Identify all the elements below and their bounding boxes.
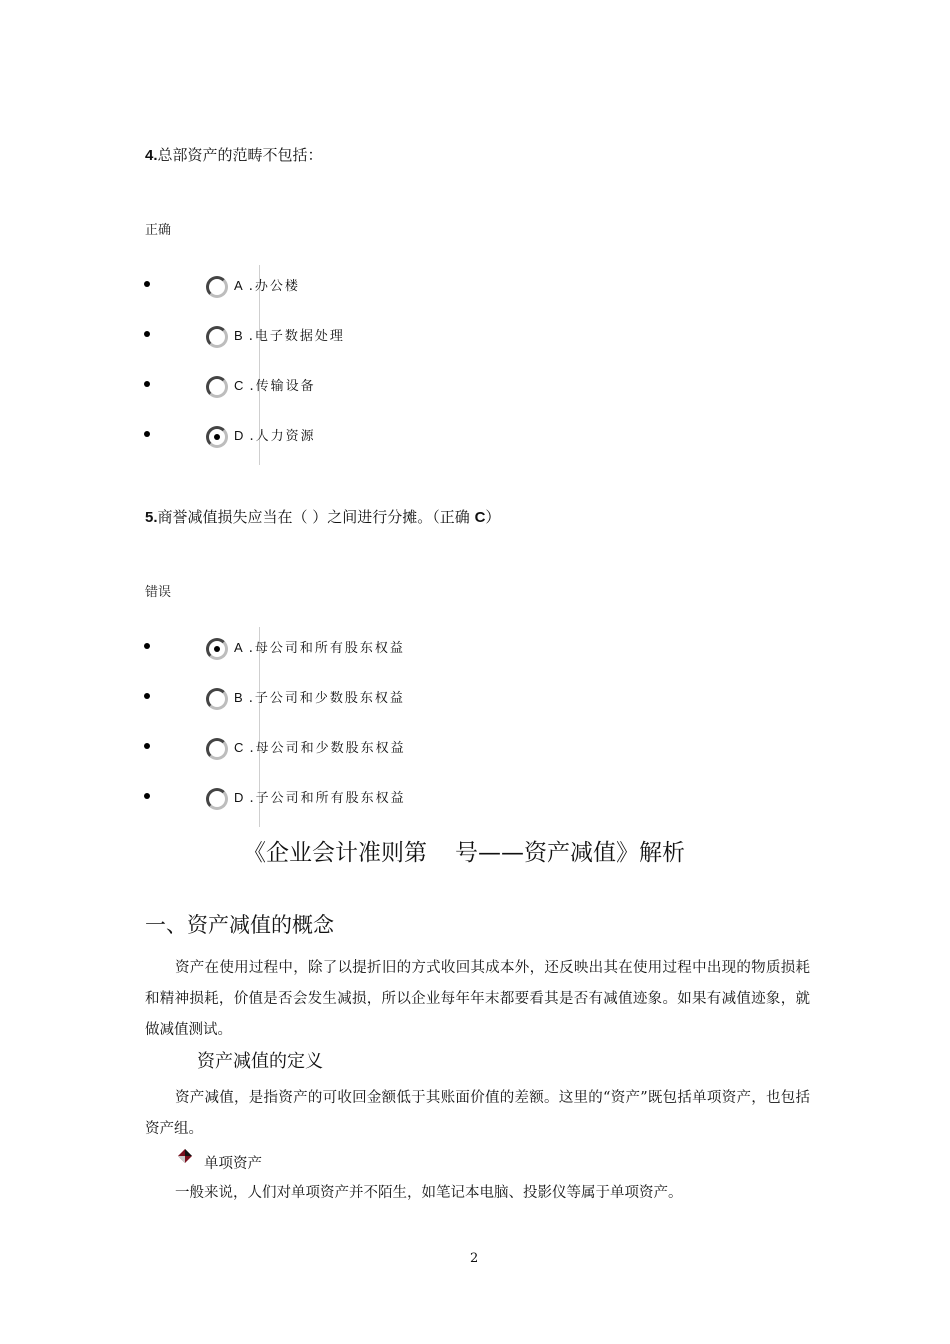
small-heading: 单项资产 xyxy=(204,1156,262,1172)
bullet xyxy=(144,743,150,749)
bullet xyxy=(144,431,150,437)
paragraph: 资产在使用过程中，除了以提折旧的方式收回其成本外，还反映出其在使用过程中出现的物质损耗和精神损耗，价值是否会发生减损，所以企业每年年末都要看其是否有减值迹象。如果有减值迹象，就做减值测试。 xyxy=(145,960,810,1038)
bullet xyxy=(144,693,150,699)
radio-option-d[interactable] xyxy=(206,788,228,810)
question-4-title: 4.总部资产的范畴不包括： xyxy=(145,146,323,164)
radio-option-d-selected[interactable] xyxy=(206,426,228,448)
page-number: 2 xyxy=(470,1251,479,1266)
section-heading: 一、资产减值的概念 xyxy=(145,913,334,937)
option-label: C .传输设备 xyxy=(234,378,316,394)
bullet xyxy=(144,643,150,649)
radio-option-b[interactable] xyxy=(206,688,228,710)
option-label: A .母公司和所有股东权益 xyxy=(234,640,405,656)
subsection-heading: 资产减值的定义 xyxy=(197,1051,323,1072)
bullet xyxy=(144,331,150,337)
document-title: 《企业会计准则第 号——资产减值》解析 xyxy=(243,840,685,866)
question-5-title: 5.商誉减值损失应当在（ ）之间进行分摊。（正确 C） xyxy=(145,508,501,526)
option-label: C .母公司和少数股东权益 xyxy=(234,740,406,756)
option-label: B .子公司和少数股东权益 xyxy=(234,690,405,706)
paragraph: 一般来说，人们对单项资产并不陌生，如笔记本电脑、投影仪等属于单项资产。 xyxy=(175,1185,683,1201)
option-label: A .办公楼 xyxy=(234,278,300,294)
radio-option-a-selected[interactable] xyxy=(206,638,228,660)
bullet xyxy=(144,281,150,287)
question-4-status: 正确 xyxy=(145,223,172,238)
diamond-bullet-icon xyxy=(177,1148,193,1164)
option-label: D .人力资源 xyxy=(234,428,316,444)
bullet xyxy=(144,793,150,799)
radio-option-c[interactable] xyxy=(206,376,228,398)
radio-option-c[interactable] xyxy=(206,738,228,760)
bullet xyxy=(144,381,150,387)
option-label: D .子公司和所有股东权益 xyxy=(234,790,406,806)
option-label: B .电子数据处理 xyxy=(234,328,345,344)
question-5-status: 错误 xyxy=(145,585,172,600)
radio-option-a[interactable] xyxy=(206,276,228,298)
paragraph: 资产减值，是指资产的可收回金额低于其账面价值的差额。这里的“资产”既包括单项资产，也包括资产组。 xyxy=(145,1090,810,1137)
radio-option-b[interactable] xyxy=(206,326,228,348)
radio-selected-dot xyxy=(214,434,220,440)
radio-selected-dot xyxy=(214,646,220,652)
